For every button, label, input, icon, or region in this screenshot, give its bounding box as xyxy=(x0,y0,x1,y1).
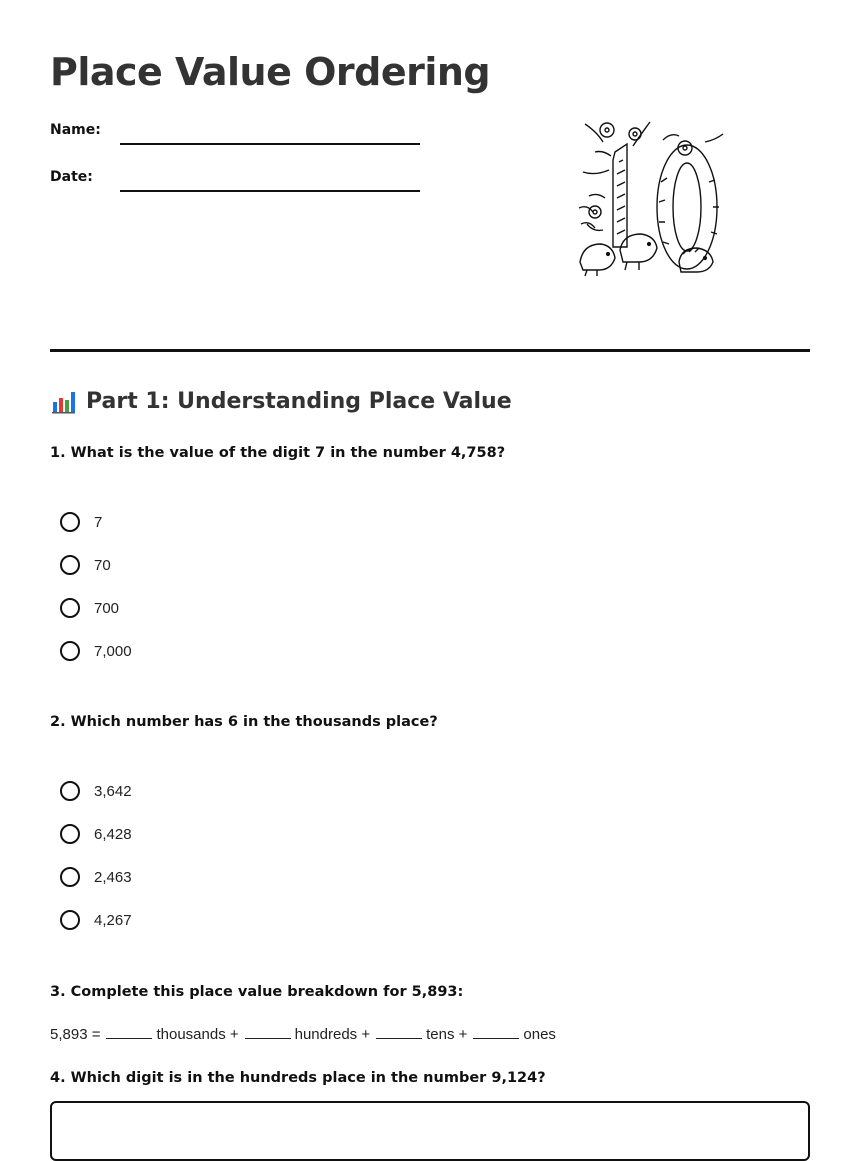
q1-option-1[interactable] xyxy=(60,509,102,535)
section-divider xyxy=(50,349,810,352)
q4-answer-input[interactable] xyxy=(50,1101,810,1161)
option-label: 7,000 xyxy=(94,642,132,660)
q1-option-2[interactable] xyxy=(60,552,111,578)
floral-ten-hedgehog-icon xyxy=(575,112,735,282)
question-1-text: 1. What is the value of the digit 7 in the number 4,758? xyxy=(50,445,506,461)
radio-button[interactable] xyxy=(60,555,80,575)
q2-option-4[interactable] xyxy=(60,907,132,933)
hundreds-blank[interactable] xyxy=(245,1024,291,1039)
q2-option-1[interactable] xyxy=(60,778,132,804)
tens-blank[interactable] xyxy=(376,1024,422,1039)
option-label: 4,267 xyxy=(94,911,132,929)
bar-chart-icon xyxy=(50,388,76,414)
breakdown-prefix: 5,893 = xyxy=(50,1026,101,1043)
name-label: Name: xyxy=(50,122,101,138)
radio-button[interactable] xyxy=(60,781,80,801)
date-line[interactable] xyxy=(120,190,420,192)
radio-button[interactable] xyxy=(60,867,80,887)
option-label: 700 xyxy=(94,599,120,617)
ones-blank[interactable] xyxy=(473,1024,519,1039)
option-label: 2,463 xyxy=(94,868,132,886)
breakdown-hundreds: hundreds + xyxy=(294,1026,371,1043)
section-title-text: Part 1: Understanding Place Value xyxy=(86,388,512,414)
radio-button[interactable] xyxy=(60,641,80,661)
breakdown-thousands: thousands + xyxy=(156,1026,239,1043)
date-label: Date: xyxy=(50,169,93,185)
section-title xyxy=(50,388,512,414)
q2-option-2[interactable] xyxy=(60,821,132,847)
q1-option-3[interactable] xyxy=(60,595,119,621)
name-line[interactable] xyxy=(120,143,420,145)
thousands-blank[interactable] xyxy=(106,1024,152,1039)
option-label: 3,642 xyxy=(94,782,132,800)
question-4-text: 4. Which digit is in the hundreds place in the number 9,124? xyxy=(50,1070,546,1086)
radio-button[interactable] xyxy=(60,512,80,532)
breakdown-ones: ones xyxy=(523,1026,556,1043)
radio-button[interactable] xyxy=(60,824,80,844)
worksheet-title: Place Value Ordering xyxy=(50,50,491,94)
question-2-text: 2. Which number has 6 in the thousands place? xyxy=(50,714,438,730)
question-3-text: 3. Complete this place value breakdown for 5,893: xyxy=(50,984,464,1000)
radio-button[interactable] xyxy=(60,910,80,930)
place-value-breakdown xyxy=(50,1024,556,1043)
breakdown-tens: tens + xyxy=(426,1026,468,1043)
q1-option-4[interactable] xyxy=(60,638,132,664)
q2-option-3[interactable] xyxy=(60,864,132,890)
option-label: 6,428 xyxy=(94,825,132,843)
radio-button[interactable] xyxy=(60,598,80,618)
option-label: 70 xyxy=(94,556,111,574)
option-label: 7 xyxy=(94,513,103,531)
